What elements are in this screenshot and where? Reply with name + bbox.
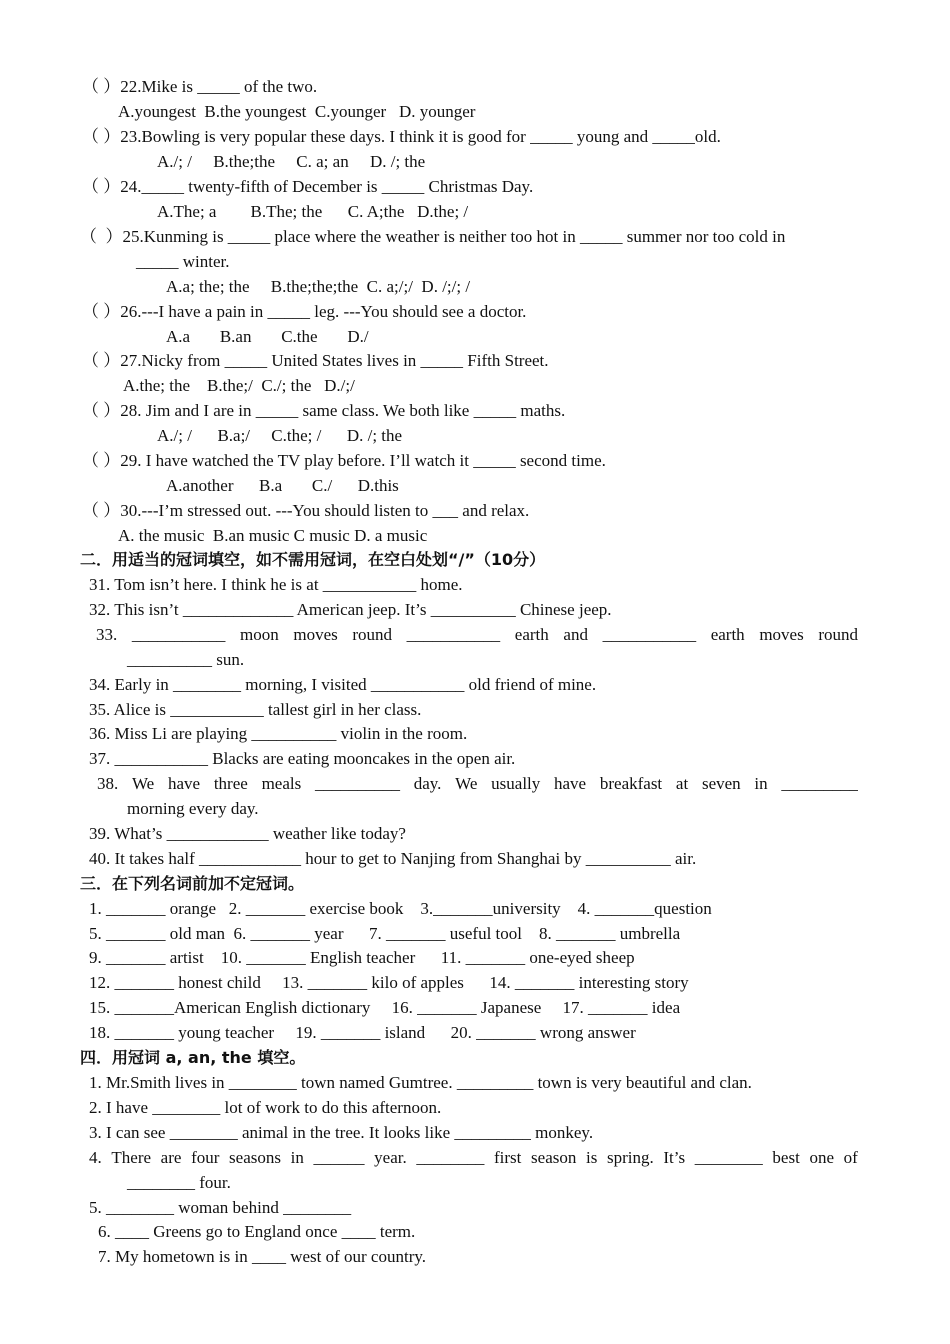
s4-item-6: 6. ____ Greens go to England once ____ term. bbox=[98, 1222, 416, 1241]
item-38-cont: morning every day. bbox=[127, 799, 259, 818]
s4-item-7: 7. My hometown is in ____ west of our country. bbox=[98, 1247, 427, 1266]
nouns-row-5: 15. _______American English dictionary 16. _______ Japanese 17. _______ idea bbox=[89, 998, 681, 1017]
s4-item-4: 4. There are four seasons in ______ year. ________ first season is spring. It’s ________ best one of bbox=[89, 1148, 858, 1167]
options-23: A./; / B.the;the C. a; an D. /; the bbox=[157, 152, 426, 171]
s4-item-4-cont: ________ four. bbox=[127, 1173, 231, 1192]
options-27: A.the; the B.the;/ C./; the D./;/ bbox=[123, 376, 355, 395]
options-24: A.The; a B.The; the C. A;the D.the; / bbox=[157, 202, 469, 221]
options-29: A.another B.a C./ D.this bbox=[166, 476, 399, 495]
question-25: （ ）25.Kunming is _____ place where the weather is neither too hot in _____ summer nor too cold in bbox=[80, 227, 786, 246]
question-29: （ ）29. I have watched the TV play before. I’ll watch it _____ second time. bbox=[82, 451, 606, 470]
item-31: 31. Tom isn’t here. I think he is at ___________ home. bbox=[89, 575, 463, 594]
options-25: A.a; the; the B.the;the;the C. a;/;/ D. /;/; / bbox=[166, 277, 471, 296]
item-40: 40. It takes half ____________ hour to get to Nanjing from Shanghai by __________ air. bbox=[89, 849, 697, 868]
item-33-cont: __________ sun. bbox=[127, 650, 245, 669]
nouns-row-1: 1. _______ orange 2. _______ exercise book 3._______university 4. _______question bbox=[89, 899, 712, 918]
question-30: （ ）30.---I’m stressed out. ---You should listen to ___ and relax. bbox=[82, 501, 530, 520]
item-39: 39. What’s ____________ weather like today? bbox=[89, 824, 406, 843]
options-30: A. the music B.an music C music D. a music bbox=[118, 526, 428, 545]
question-22: （ ）22.Mike is _____ of the two. bbox=[82, 77, 318, 96]
question-27: （ ）27.Nicky from _____ United States lives in _____ Fifth Street. bbox=[82, 351, 549, 370]
item-34: 34. Early in ________ morning, I visited ___________ old friend of mine. bbox=[89, 675, 597, 694]
item-35: 35. Alice is ___________ tallest girl in her class. bbox=[89, 700, 422, 719]
nouns-row-4: 12. _______ honest child 13. _______ kilo of apples 14. _______ interesting story bbox=[89, 973, 689, 992]
question-28: （ ）28. Jim and I are in _____ same class. We both like _____ maths. bbox=[82, 401, 566, 420]
item-37: 37. ___________ Blacks are eating mooncakes in the open air. bbox=[89, 749, 516, 768]
options-28: A./; / B.a;/ C.the; / D. /; the bbox=[157, 426, 403, 445]
s4-item-5: 5. ________ woman behind ________ bbox=[89, 1198, 352, 1217]
item-36: 36. Miss Li are playing __________ violin in the room. bbox=[89, 724, 468, 743]
question-24: （ ）24._____ twenty-fifth of December is _____ Christmas Day. bbox=[82, 177, 534, 196]
section-4-title: 四．用冠词 a, an, the 填空。 bbox=[80, 1048, 306, 1067]
section-3-title: 三．在下列名词前加不定冠词。 bbox=[80, 874, 305, 893]
options-26: A.a B.an C.the D./ bbox=[166, 327, 369, 346]
nouns-row-6: 18. _______ young teacher 19. _______ island 20. _______ wrong answer bbox=[89, 1023, 636, 1042]
nouns-row-3: 9. _______ artist 10. _______ English teacher 11. _______ one-eyed sheep bbox=[89, 948, 635, 967]
item-33: 33. ___________ moon moves round ___________ earth and ___________ earth moves round bbox=[96, 625, 858, 644]
question-26: （ ）26.---I have a pain in _____ leg. ---You should see a doctor. bbox=[82, 302, 527, 321]
question-25-cont: _____ winter. bbox=[136, 252, 230, 271]
item-32: 32. This isn’t _____________ American jeep. It’s __________ Chinese jeep. bbox=[89, 600, 612, 619]
nouns-row-2: 5. _______ old man 6. _______ year 7. _______ useful tool 8. _______ umbrella bbox=[89, 924, 681, 943]
item-38: 38. We have three meals __________ day. We usually have breakfast at seven in _________ bbox=[97, 774, 858, 793]
s4-item-2: 2. I have ________ lot of work to do this afternoon. bbox=[89, 1098, 442, 1117]
options-22: A.youngest B.the youngest C.younger D. younger bbox=[118, 102, 476, 121]
question-23: （ ）23.Bowling is very popular these days. I think it is good for _____ young and _____old. bbox=[82, 127, 721, 146]
section-2-title: 二．用适当的冠词填空，如不需用冠词，在空白处划“/”（10分） bbox=[80, 550, 546, 569]
s4-item-3: 3. I can see ________ animal in the tree. It looks like _________ monkey. bbox=[89, 1123, 594, 1142]
s4-item-1: 1. Mr.Smith lives in ________ town named Gumtree. _________ town is very beautiful and clan. bbox=[89, 1073, 752, 1092]
